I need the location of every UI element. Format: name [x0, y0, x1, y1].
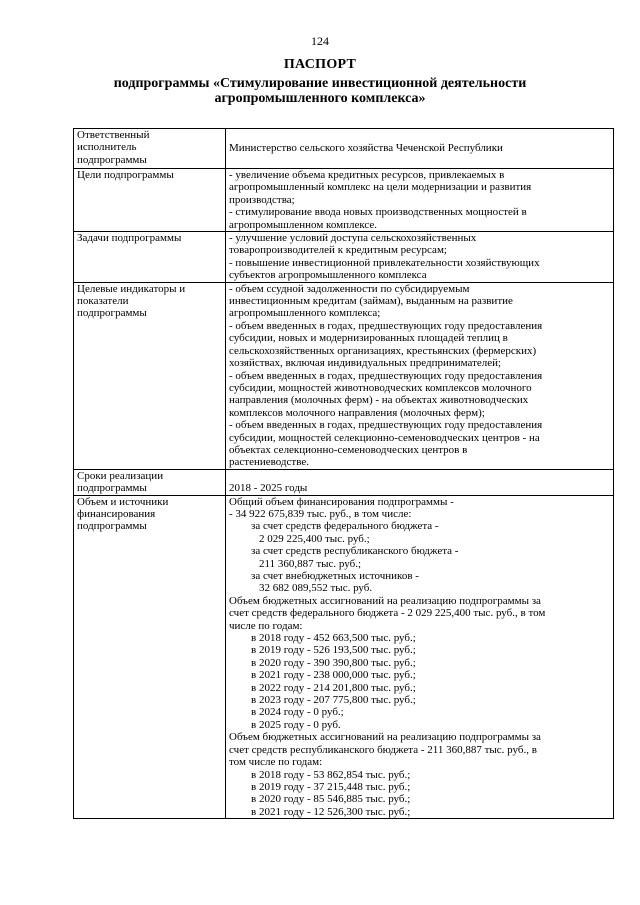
- table-row-tasks: [74, 232, 614, 283]
- funding-year-line: в 2023 году - 207 775,800 тыс. руб.;: [251, 694, 416, 707]
- passport-table: [73, 128, 614, 819]
- terms-value: 2018 - 2025 годы: [229, 482, 308, 495]
- document-title: ПАСПОРТ: [283, 57, 357, 72]
- row-label: [74, 469, 226, 495]
- text-line: агропромышленный комплекс на цели модернизации и развития: [229, 181, 532, 194]
- table-row-funding: [74, 495, 614, 819]
- text-line: комплексов молочного направления (молочных ферм);: [229, 406, 485, 419]
- row-value: [226, 232, 614, 283]
- funding-paragraph-line: Объем бюджетных ассигнований на реализацию подпрограммы за: [229, 731, 541, 744]
- label-line: Цели подпрограммы: [77, 169, 174, 181]
- funding-year-line: в 2018 году - 452 663,500 тыс. руб.;: [251, 632, 416, 645]
- page-number: 124: [311, 34, 329, 48]
- funding-source-value: 2 029 225,400 тыс. руб.;: [259, 532, 370, 545]
- label-line: Целевые индикаторы и: [77, 282, 186, 295]
- table-row-indicators: [74, 282, 614, 469]
- subtitle-line: агропромышленного комплекса»: [214, 91, 426, 106]
- text-line: товаропроизводителей к кредитным ресурсам;: [229, 244, 447, 257]
- table-row-terms: [74, 469, 614, 495]
- funding-year-line: в 2019 году - 526 193,500 тыс. руб.;: [251, 644, 416, 657]
- subtitle-line: подпрограммы «Стимулирование инвестиционной деятельности: [113, 76, 527, 91]
- text-line: субъектов агропромышленного комплекса: [229, 269, 427, 282]
- text-line: - увеличение объема кредитных ресурсов, привлекаемых в: [229, 169, 505, 181]
- funding-year-line: в 2019 году - 37 215,448 тыс. руб.;: [251, 780, 411, 793]
- row-label: [74, 495, 226, 819]
- text-line: растениеводстве.: [229, 456, 309, 469]
- label-line: Объем и источники: [77, 495, 169, 508]
- funding-year-line: в 2021 году - 238 000,000 тыс. руб.;: [251, 669, 416, 682]
- text-line: субсидии, мощностей селекционно-семеноводческих центров - на: [229, 431, 540, 444]
- funding-paragraph-line: счет средств федерального бюджета - 2 029 225,400 тыс. руб., в том: [229, 607, 546, 620]
- document-subtitle: [100, 76, 540, 106]
- funding-paragraph-line: числе по годам:: [229, 619, 303, 632]
- text-line: - объем введенных в годах, предшествующих году предоставления: [229, 419, 543, 432]
- executor-value: Министерство сельского хозяйства Чеченской Республики: [229, 142, 503, 155]
- label-line: Задачи подпрограммы: [77, 232, 182, 245]
- row-value: [226, 129, 614, 169]
- funding-source-label: за счет средств федерального бюджета -: [251, 520, 439, 533]
- label-line: подпрограммы: [77, 307, 147, 320]
- label-line: Ответственный: [77, 129, 150, 141]
- text-line: субсидии, мощностей животноводческих комплексов молочного: [229, 381, 532, 394]
- funding-source-value: 211 360,887 тыс. руб.;: [259, 557, 362, 570]
- label-line: показатели: [77, 295, 129, 308]
- row-label: [74, 282, 226, 469]
- table-row-executor: [74, 129, 614, 169]
- text-line: субсидии, новых и модернизированных площадей теплиц в: [229, 332, 508, 345]
- text-line: хозяйствах, включая индивидуальных предпринимателей;: [229, 357, 502, 370]
- funding-total-line: Общий объем финансирования подпрограммы -: [229, 495, 454, 508]
- funding-year-line: в 2020 году - 390 390,800 тыс. руб.;: [251, 656, 416, 669]
- text-line: направления (молочных ферм) - на объектах животноводческих: [229, 394, 529, 407]
- row-label: [74, 129, 226, 169]
- row-value: [226, 282, 614, 469]
- funding-year-line: в 2020 году - 85 546,885 тыс. руб.;: [251, 793, 411, 806]
- funding-year-line: в 2024 году - 0 руб.;: [251, 706, 344, 719]
- text-line: - повышение инвестиционной привлекательности хозяйствующих: [229, 256, 540, 269]
- text-line: сельскохозяйственных организациях, крестьянских (фермерских): [229, 344, 537, 357]
- funding-paragraph-line: Объем бюджетных ассигнований на реализацию подпрограммы за: [229, 594, 541, 607]
- label-line: Сроки реализации: [77, 469, 164, 482]
- label-line: подпрограммы: [77, 153, 147, 166]
- funding-year-line: в 2021 году - 12 526,300 тыс. руб.;: [251, 805, 411, 818]
- row-value: [226, 495, 614, 819]
- table-row-goals: [74, 169, 614, 232]
- label-line: финансирования: [77, 507, 156, 520]
- funding-year-line: в 2018 году - 53 862,854 тыс. руб.;: [251, 768, 411, 781]
- funding-paragraph-line: том числе по годам:: [229, 756, 323, 769]
- text-line: агропромышленного комплекса;: [229, 307, 381, 320]
- row-label: [74, 232, 226, 283]
- text-line: - улучшение условий доступа сельскохозяйственных: [229, 232, 477, 245]
- label-line: подпрограммы: [77, 520, 147, 533]
- text-line: - объем ссудной задолженности по субсидируемым: [229, 282, 470, 295]
- funding-source-value: 32 682 089,552 тыс. руб.: [259, 582, 373, 595]
- label-line: подпрограммы: [77, 482, 147, 495]
- funding-source-label: за счет внебюджетных источников -: [251, 570, 419, 582]
- funding-total-line: - 34 922 675,839 тыс. руб., в том числе:: [229, 507, 412, 520]
- row-value: [226, 469, 614, 495]
- funding-source-label: за счет средств республиканского бюджета -: [251, 545, 459, 558]
- row-value: [226, 169, 614, 232]
- row-label: [74, 169, 226, 232]
- funding-year-line: в 2022 году - 214 201,800 тыс. руб.;: [251, 681, 416, 694]
- text-line: производства;: [229, 193, 295, 206]
- funding-year-line: в 2025 году - 0 руб.: [251, 718, 341, 731]
- text-line: - объем введенных в годах, предшествующих году предоставления: [229, 319, 543, 332]
- text-line: - объем введенных в годах, предшествующих году предоставления: [229, 369, 543, 382]
- text-line: инвестиционным кредитам (займам), выданным на развитие: [229, 295, 513, 308]
- text-line: - стимулирование ввода новых производственных мощностей в: [229, 206, 527, 219]
- text-line: агропромышленном комплексе.: [229, 218, 378, 231]
- funding-paragraph-line: счет средств республиканского бюджета - 211 360,887 тыс. руб., в: [229, 743, 537, 756]
- label-line: исполнитель: [77, 141, 137, 154]
- text-line: объектах селекционно-семеноводческих центров в: [229, 443, 468, 456]
